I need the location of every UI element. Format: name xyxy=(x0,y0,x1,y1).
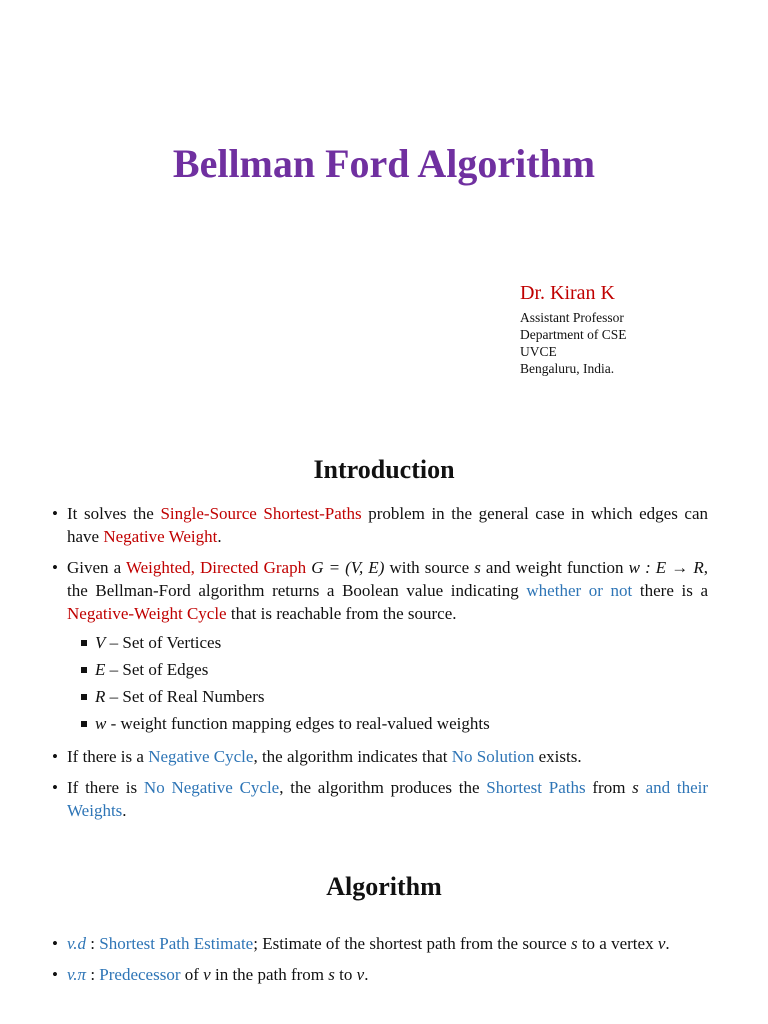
author-block xyxy=(520,282,626,377)
author-location: Bengaluru, India. xyxy=(520,361,615,376)
list-item: • It solves the Single-Source Shortest-Paths problem in the general case in which edges can have Negative Weight. xyxy=(52,502,708,548)
symbol-definitions xyxy=(81,629,708,737)
list-item: • v.π : Predecessor of v in the path from s to v. xyxy=(52,963,708,986)
author-department: Department of CSE xyxy=(520,327,627,342)
list-item: • If there is No Negative Cycle, the algorithm produces the Shortest Paths from s and their Weights. xyxy=(52,776,708,822)
author-title: Assistant Professor xyxy=(520,310,624,325)
list-item: • Given a Weighted, Directed Graph G = (V, E) with source s and weight function w : E → R, the Bellman-Ford algorithm returns a Boolean value indicating whether or not there is a Negative-Weight Cycle that is reachable from the source. V – Set of Vertices E – Set of Edges R – Set of Real Numbers w - weight function mapping edges to real-valued weights xyxy=(52,556,708,737)
list-item: • v.d : Shortest Path Estimate; Estimate of the shortest path from the source s to a vertex v. xyxy=(52,932,708,955)
list-item: R – Set of Real Numbers xyxy=(81,683,708,710)
author-name: Dr. Kiran K xyxy=(520,282,615,304)
list-item: • If there is a Negative Cycle, the algorithm indicates that No Solution exists. xyxy=(52,745,708,768)
algorithm-list xyxy=(52,932,708,994)
list-item: w - weight function mapping edges to real-valued weights xyxy=(81,710,708,737)
author-institution: UVCE xyxy=(520,344,557,359)
algorithm-heading: Algorithm xyxy=(326,872,442,901)
page-title: Bellman Ford Algorithm xyxy=(172,141,596,186)
introduction-list xyxy=(52,502,708,830)
list-item: V – Set of Vertices xyxy=(81,629,708,656)
introduction-heading: Introduction xyxy=(313,455,455,484)
list-item: E – Set of Edges xyxy=(81,656,708,683)
